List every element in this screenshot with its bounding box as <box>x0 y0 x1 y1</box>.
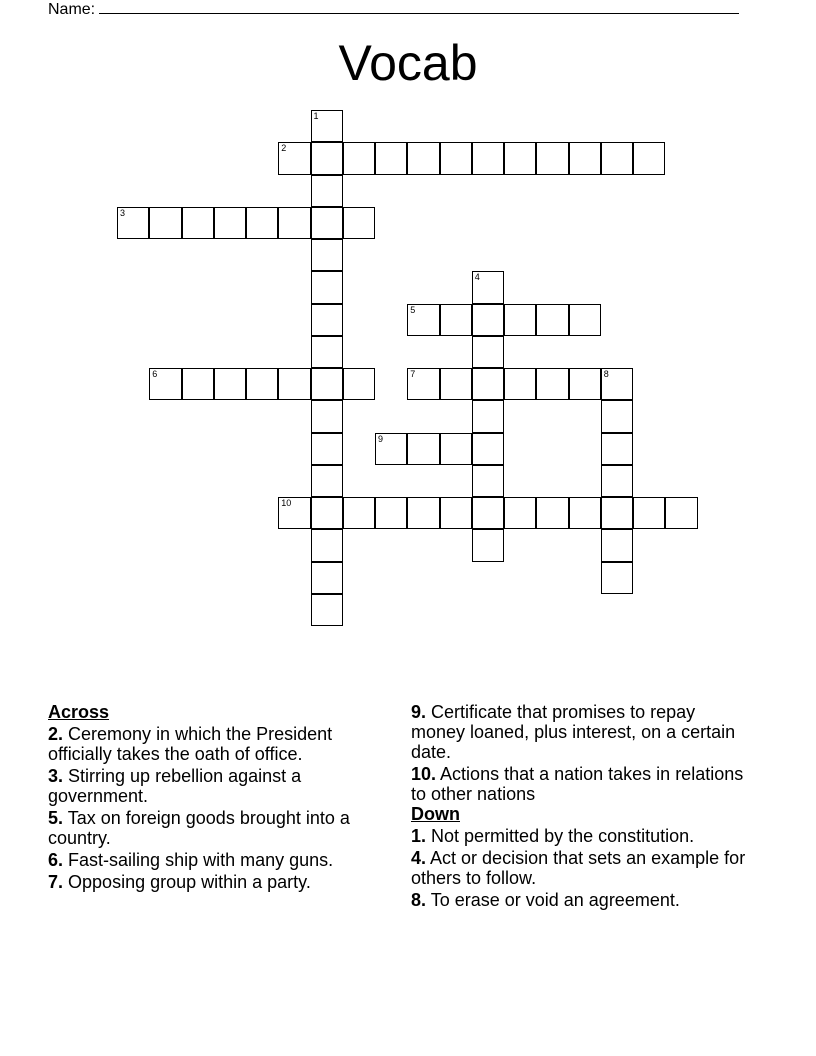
grid-cell[interactable] <box>343 497 375 529</box>
clue-across-9: 9. Certificate that promises to repay money loaned, plus interest, on a certain date. <box>411 702 736 762</box>
grid-cell[interactable] <box>278 368 310 400</box>
grid-cell[interactable] <box>311 433 343 465</box>
name-line[interactable] <box>99 0 739 14</box>
grid-cell[interactable] <box>311 207 343 239</box>
grid-cell[interactable] <box>246 368 278 400</box>
grid-cell[interactable] <box>278 207 310 239</box>
grid-cell[interactable] <box>311 562 343 594</box>
grid-cell[interactable] <box>569 368 601 400</box>
clue-down-8: 8. To erase or void an agreement. <box>411 890 680 910</box>
clue-number: 10 <box>281 498 292 508</box>
clue-number: 5 <box>410 304 416 315</box>
clue-number: 7 <box>410 369 416 379</box>
clue-across-2: 2. Ceremony in which the President officially takes the oath of office. <box>48 724 333 764</box>
grid-cell[interactable] <box>149 368 181 400</box>
down-heading: Down <box>411 804 460 824</box>
clue-across-6: 6. Fast-sailing ship with many guns. <box>48 850 334 870</box>
grid-cell[interactable] <box>375 433 407 465</box>
grid-cell[interactable] <box>601 562 633 594</box>
clue-number: 1 <box>313 111 319 121</box>
grid-cell[interactable] <box>472 336 504 368</box>
clue-number: 9 <box>378 433 384 444</box>
grid-cell[interactable] <box>311 175 343 207</box>
grid-cell[interactable] <box>633 142 665 174</box>
grid-cell[interactable] <box>311 271 343 303</box>
grid-cell[interactable] <box>407 433 439 465</box>
grid-cell[interactable] <box>504 142 536 174</box>
grid-cell[interactable] <box>440 304 472 336</box>
grid-cell[interactable] <box>311 594 343 626</box>
grid-cell[interactable] <box>472 142 504 174</box>
clue-number: 3 <box>120 207 126 218</box>
grid-cell[interactable] <box>472 465 504 497</box>
clue-down-1: 1. Not permitted by the constitution. <box>411 826 695 846</box>
name-field[interactable] <box>48 0 739 19</box>
grid-cell[interactable] <box>311 529 343 561</box>
clues-right-column <box>411 702 751 912</box>
grid-cell[interactable] <box>407 368 439 400</box>
clues-left-column <box>48 702 388 894</box>
grid-cell[interactable] <box>601 529 633 561</box>
clue-number: 2 <box>281 143 287 154</box>
grid-cell[interactable] <box>407 304 439 336</box>
grid-cell[interactable] <box>601 142 633 174</box>
grid-cell[interactable] <box>375 497 407 529</box>
page-title: Vocab <box>338 35 478 91</box>
grid-cell[interactable] <box>601 497 633 529</box>
grid-cell[interactable] <box>472 433 504 465</box>
grid-cell[interactable] <box>375 142 407 174</box>
grid-cell[interactable] <box>440 433 472 465</box>
grid-cell[interactable] <box>601 465 633 497</box>
grid-cell[interactable] <box>407 142 439 174</box>
grid-cell[interactable] <box>440 142 472 174</box>
grid-cell[interactable] <box>407 497 439 529</box>
grid-cell[interactable] <box>440 368 472 400</box>
name-label: Name: <box>48 1 96 18</box>
grid-cell[interactable] <box>278 497 310 529</box>
grid-cell[interactable] <box>311 110 343 142</box>
grid-cell[interactable] <box>472 368 504 400</box>
grid-cell[interactable] <box>504 497 536 529</box>
grid-cell[interactable] <box>504 368 536 400</box>
across-heading: Across <box>48 702 110 722</box>
clue-across-3: 3. Stirring up rebellion against a government. <box>48 766 302 806</box>
clue-down-4: 4. Act or decision that sets an example for others to follow. <box>411 848 746 888</box>
grid-cell[interactable] <box>601 368 633 400</box>
grid-cell[interactable] <box>311 142 343 174</box>
grid-cell[interactable] <box>665 497 697 529</box>
grid-cell[interactable] <box>311 239 343 271</box>
grid-cell[interactable] <box>311 400 343 432</box>
grid-cell[interactable] <box>214 207 246 239</box>
grid-cell[interactable] <box>311 336 343 368</box>
grid-cell[interactable] <box>343 368 375 400</box>
grid-cell[interactable] <box>278 142 310 174</box>
clue-number: 6 <box>152 369 158 379</box>
grid-cell[interactable] <box>536 497 568 529</box>
clue-across-7: 7. Opposing group within a party. <box>48 872 311 892</box>
grid-cell[interactable] <box>472 497 504 529</box>
clue-across-10: 10. Actions that a nation takes in relations to other nations <box>411 764 744 804</box>
grid-cell[interactable] <box>343 207 375 239</box>
grid-cell[interactable] <box>149 207 181 239</box>
grid-cell[interactable] <box>504 304 536 336</box>
grid-cell[interactable] <box>601 433 633 465</box>
clue-across-5: 5. Tax on foreign goods brought into a country. <box>48 808 350 848</box>
grid-cell[interactable] <box>182 368 214 400</box>
grid-cell[interactable] <box>182 207 214 239</box>
grid-cell[interactable] <box>311 497 343 529</box>
grid-cell[interactable] <box>633 497 665 529</box>
grid-cell[interactable] <box>536 368 568 400</box>
grid-cell[interactable] <box>472 271 504 303</box>
grid-cell[interactable] <box>246 207 278 239</box>
grid-cell[interactable] <box>569 497 601 529</box>
grid-cell[interactable] <box>472 400 504 432</box>
grid-cell[interactable] <box>440 497 472 529</box>
grid-cell[interactable] <box>601 400 633 432</box>
clue-number: 4 <box>474 272 480 283</box>
grid-cell[interactable] <box>214 368 246 400</box>
grid-cell[interactable] <box>343 142 375 174</box>
grid-cell[interactable] <box>311 304 343 336</box>
grid-cell[interactable] <box>536 304 568 336</box>
grid-cell[interactable] <box>472 529 504 561</box>
grid-cell[interactable] <box>569 304 601 336</box>
grid-cell[interactable] <box>311 465 343 497</box>
grid-cell[interactable] <box>569 142 601 174</box>
grid-cell[interactable] <box>117 207 149 239</box>
grid-cell[interactable] <box>311 368 343 400</box>
grid-cell[interactable] <box>472 304 504 336</box>
grid-cell[interactable] <box>536 142 568 174</box>
clue-number: 8 <box>603 369 609 379</box>
